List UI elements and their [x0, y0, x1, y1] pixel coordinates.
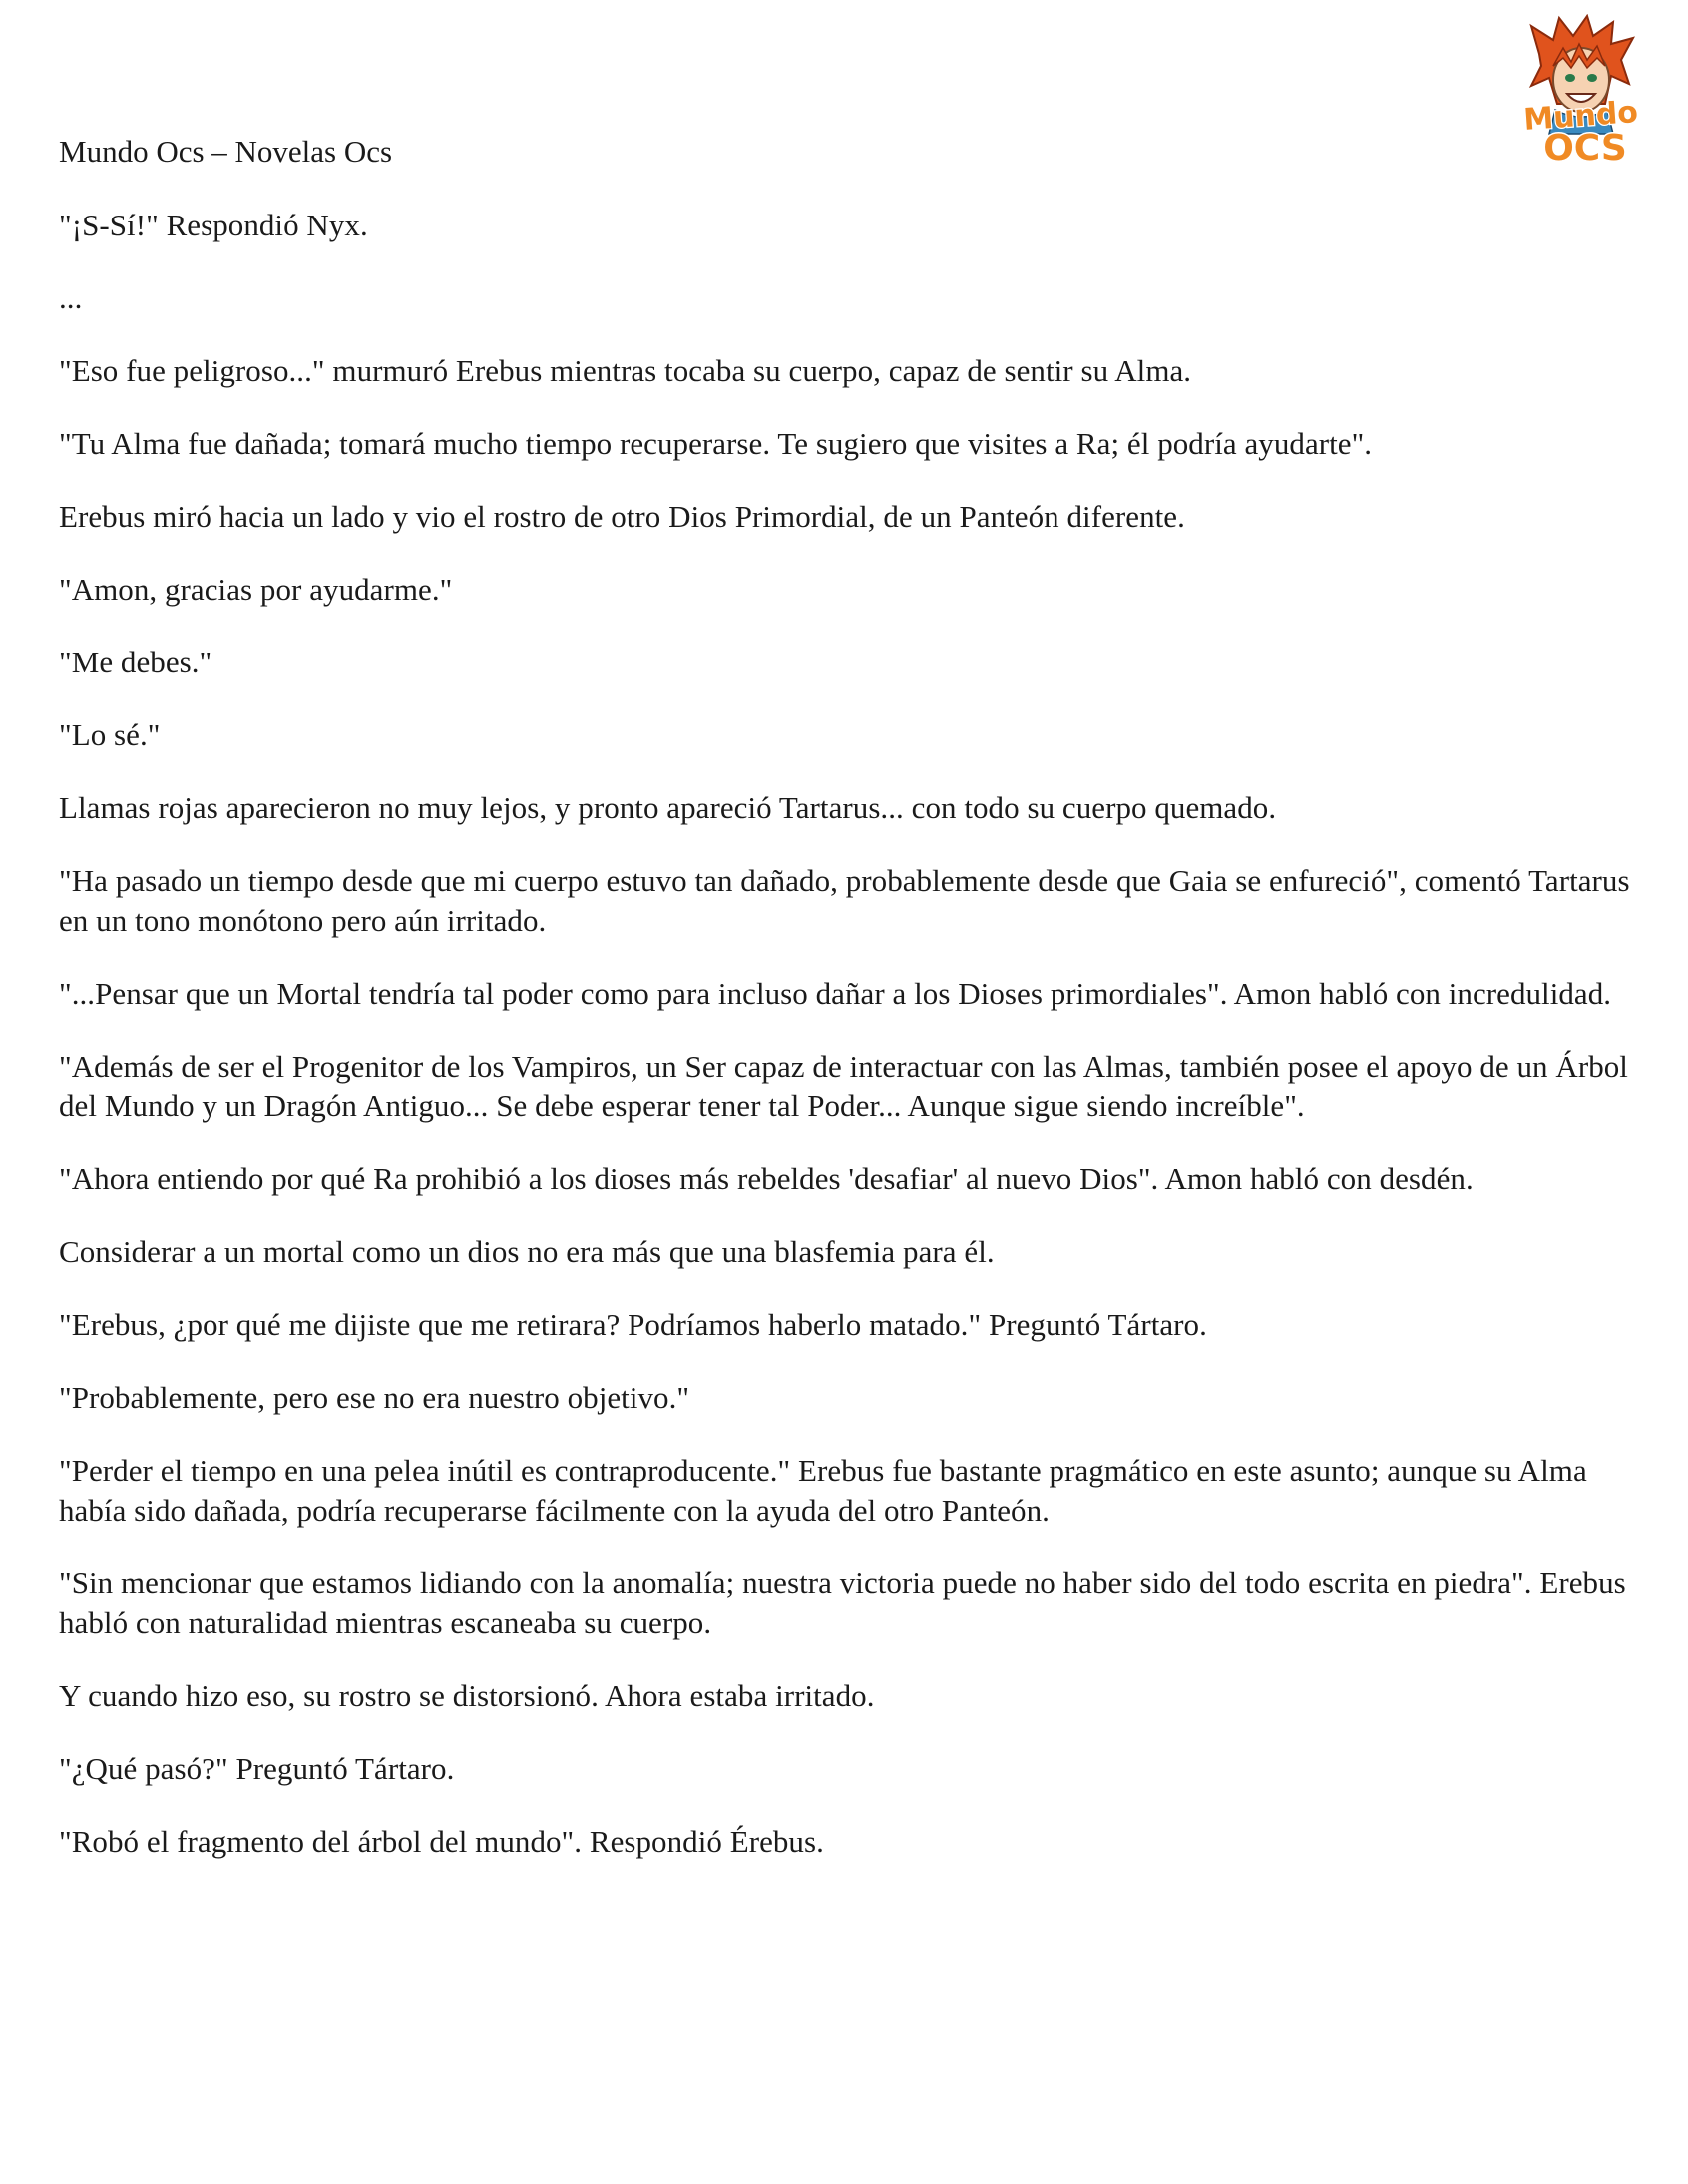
paragraph: "Sin mencionar que estamos lidiando con la anomalía; nuestra victoria puede no haber sido del todo escrita en piedra". Erebus habló con naturalidad mientras escaneaba su cuerpo. — [59, 1565, 1626, 1640]
paragraph: "Además de ser el Progenitor de los Vampiros, un Ser capaz de interactuar con las Almas, también posee el apoyo de un Árbol del Mundo y un Dragón Antiguo... Se debe esperar tener tal Poder... Aunque sigue siendo increíble". — [59, 1049, 1628, 1123]
paragraph: "Lo sé." — [59, 717, 161, 752]
paragraph: "...Pensar que un Mortal tendría tal poder como para incluso dañar a los Dioses primordiales". Amon habló con incredulidad. — [59, 976, 1612, 1011]
paragraph: Erebus miró hacia un lado y vio el rostro de otro Dios Primordial, de un Panteón diferente. — [59, 499, 1185, 534]
paragraph: Y cuando hizo eso, su rostro se distorsionó. Ahora estaba irritado. — [59, 1678, 875, 1713]
paragraph: ... — [59, 280, 83, 315]
paragraph: "¿Qué pasó?" Preguntó Tártaro. — [59, 1751, 455, 1786]
page-header-title: Mundo Ocs – Novelas Ocs — [59, 134, 393, 169]
paragraph: "Me debes." — [59, 645, 212, 679]
paragraph: "Probablemente, pero ese no era nuestro objetivo." — [59, 1380, 690, 1415]
paragraph: "Erebus, ¿por qué me dijiste que me retirara? Podríamos haberlo matado." Preguntó Tártaro. — [59, 1307, 1207, 1342]
paragraph: Considerar a un mortal como un dios no era más que una blasfemia para él. — [59, 1234, 995, 1269]
paragraph: "Perder el tiempo en una pelea inútil es contraproducente." Erebus fue bastante pragmático en este asunto; aunque su Alma había sido dañada, podría recuperarse fácilmente con la ayuda del otro Panteón. — [59, 1453, 1587, 1528]
document-body — [59, 206, 1635, 1895]
paragraph: "¡S-Sí!" Respondió Nyx. — [59, 208, 368, 242]
logo-text-bottom: OCS — [1543, 128, 1627, 169]
paragraph: "Amon, gracias por ayudarme." — [59, 572, 453, 607]
mundo-ocs-logo — [1501, 14, 1661, 174]
paragraph: "Ha pasado un tiempo desde que mi cuerpo estuvo tan dañado, probablemente desde que Gaia se enfureció", comentó Tartarus en un tono monótono pero aún irritado. — [59, 863, 1630, 938]
paragraph: "Robó el fragmento del árbol del mundo". Respondió Érebus. — [59, 1824, 824, 1859]
paragraph: "Eso fue peligroso..." murmuró Erebus mientras tocaba su cuerpo, capaz de sentir su Alma. — [59, 353, 1192, 388]
paragraph: "Ahora entiendo por qué Ra prohibió a los dioses más rebeldes 'desafiar' al nuevo Dios". Amon habló con desdén. — [59, 1161, 1474, 1196]
paragraph: "Tu Alma fue dañada; tomará mucho tiempo recuperarse. Te sugiero que visites a Ra; él podría ayudarte". — [59, 426, 1373, 461]
paragraph: Llamas rojas aparecieron no muy lejos, y pronto apareció Tartarus... con todo su cuerpo quemado. — [59, 790, 1277, 825]
logo-text-top: Mundo — [1522, 95, 1640, 138]
